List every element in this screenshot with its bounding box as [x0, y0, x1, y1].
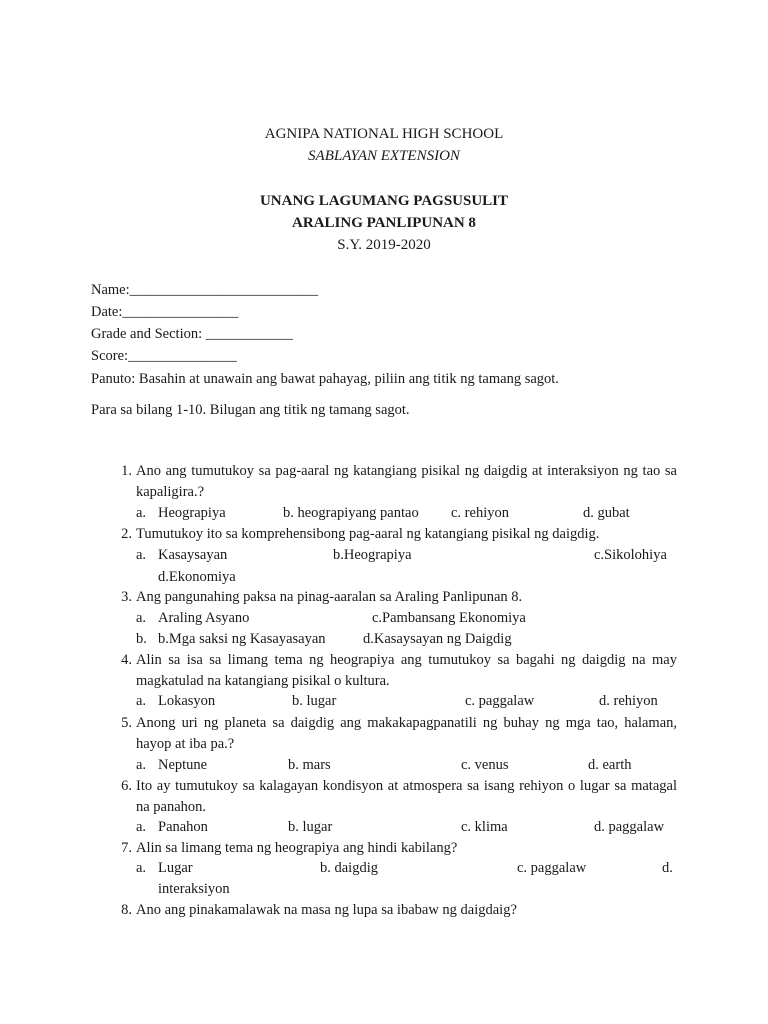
question-number: 4.: [121, 652, 132, 668]
option-a[interactable]: Panahon: [158, 819, 208, 835]
option-c[interactable]: c. paggalaw: [465, 693, 535, 709]
question-number: 7.: [121, 840, 132, 856]
option-b[interactable]: b. mars: [288, 757, 331, 773]
name-field[interactable]: Name:__________________________: [91, 282, 319, 298]
option-d[interactable]: d. gubat: [583, 505, 630, 521]
question-number: 6.: [121, 778, 132, 794]
option-letter[interactable]: b.: [136, 631, 147, 647]
option-b[interactable]: b. daigdig: [320, 860, 378, 876]
option-c[interactable]: c. rehiyon: [451, 505, 509, 521]
option-letter[interactable]: a.: [136, 547, 147, 563]
option-d[interactable]: d. earth: [588, 757, 632, 773]
option-d-text[interactable]: interaksiyon: [158, 881, 230, 897]
grade-section-field[interactable]: Grade and Section: ____________: [91, 326, 293, 342]
question-text: Ito ay tumutukoy sa kalagayan kondisyon at atmospera sa isang rehiyon o lugar sa matagal na panahon.: [136, 778, 677, 815]
option-b[interactable]: b.Mga saksi ng Kasayasayan: [158, 631, 326, 647]
question-text: Ano ang tumutukoy sa pag-aaral ng katangiang pisikal ng daigdig at interaksiyon ng tao sa kapaligira.?: [136, 463, 677, 500]
option-letter[interactable]: a.: [136, 610, 147, 626]
date-field[interactable]: Date:________________: [91, 304, 239, 320]
option-a[interactable]: Kasaysayan: [158, 547, 228, 563]
school-year: S.Y. 2019-2020: [337, 237, 431, 253]
option-letter[interactable]: a.: [136, 860, 147, 876]
question-text: Alin sa limang tema ng heograpiya ang hindi kabilang?: [136, 840, 458, 856]
option-letter[interactable]: a.: [136, 757, 147, 773]
exam-title: UNANG LAGUMANG PAGSUSULIT: [259, 193, 509, 209]
question-number: 5.: [121, 715, 132, 731]
option-b[interactable]: b.Heograpiya: [333, 547, 412, 563]
question-text: Alin sa isa sa limang tema ng heograpiya ang tumutukoy sa bagahi ng daigdig na may magkatulad na katangiang pisikal o kultura.: [136, 652, 677, 689]
option-c[interactable]: c.Pambansang Ekonomiya: [372, 610, 526, 626]
option-b[interactable]: b. lugar: [288, 819, 333, 835]
option-b[interactable]: b. lugar: [292, 693, 337, 709]
option-c[interactable]: c. venus: [461, 757, 509, 773]
question-text: Ang pangunahing paksa na pinag-aaralan sa Araling Panlipunan 8.: [136, 589, 523, 605]
option-b[interactable]: b. heograpiyang pantao: [283, 505, 419, 521]
option-d[interactable]: d. rehiyon: [599, 693, 658, 709]
instructions-panuto: Panuto: Basahin at unawain ang bawat pahayag, piliin ang titik ng tamang sagot.: [91, 371, 559, 387]
option-a[interactable]: Araling Asyano: [158, 610, 250, 626]
question-text: Tumutukoy ito sa komprehensibong pag-aaral ng katangiang pisikal ng daigdig.: [136, 526, 600, 542]
question-number: 8.: [121, 902, 132, 918]
option-a[interactable]: Lugar: [158, 860, 193, 876]
school-extension: SABLAYAN EXTENSION: [308, 148, 460, 164]
option-letter[interactable]: a.: [136, 819, 147, 835]
instructions-para-sa: Para sa bilang 1-10. Bilugan ang titik ng tamang sagot.: [91, 402, 410, 418]
subject-title: ARALING PANLIPUNAN 8: [292, 215, 476, 231]
option-c[interactable]: c. paggalaw: [517, 860, 587, 876]
question-number: 2.: [121, 526, 132, 542]
option-c[interactable]: c.Sikolohiya: [594, 547, 667, 563]
option-a[interactable]: Heograpiya: [158, 505, 226, 521]
question-number: 1.: [121, 463, 132, 479]
score-field[interactable]: Score:_______________: [91, 348, 237, 364]
option-d[interactable]: d.Kasaysayan ng Daigdig: [363, 631, 512, 647]
option-a[interactable]: Lokasyon: [158, 693, 216, 709]
option-d[interactable]: d.: [662, 860, 673, 876]
option-d[interactable]: d.Ekonomiya: [158, 569, 236, 585]
question-number: 3.: [121, 589, 132, 605]
question-text: Anong uri ng planeta sa daigdig ang makakapagpanatili ng buhay ng mga tao, halaman, hayop at iba pa.?: [136, 715, 677, 752]
question-text: Ano ang pinakamalawak na masa ng lupa sa ibabaw ng daigdaig?: [136, 902, 517, 918]
option-letter[interactable]: a.: [136, 505, 147, 521]
option-a[interactable]: Neptune: [158, 757, 208, 773]
option-letter[interactable]: a.: [136, 693, 147, 709]
school-name: AGNIPA NATIONAL HIGH SCHOOL: [264, 126, 504, 142]
option-d[interactable]: d. paggalaw: [594, 819, 665, 835]
option-c[interactable]: c. klima: [461, 819, 508, 835]
